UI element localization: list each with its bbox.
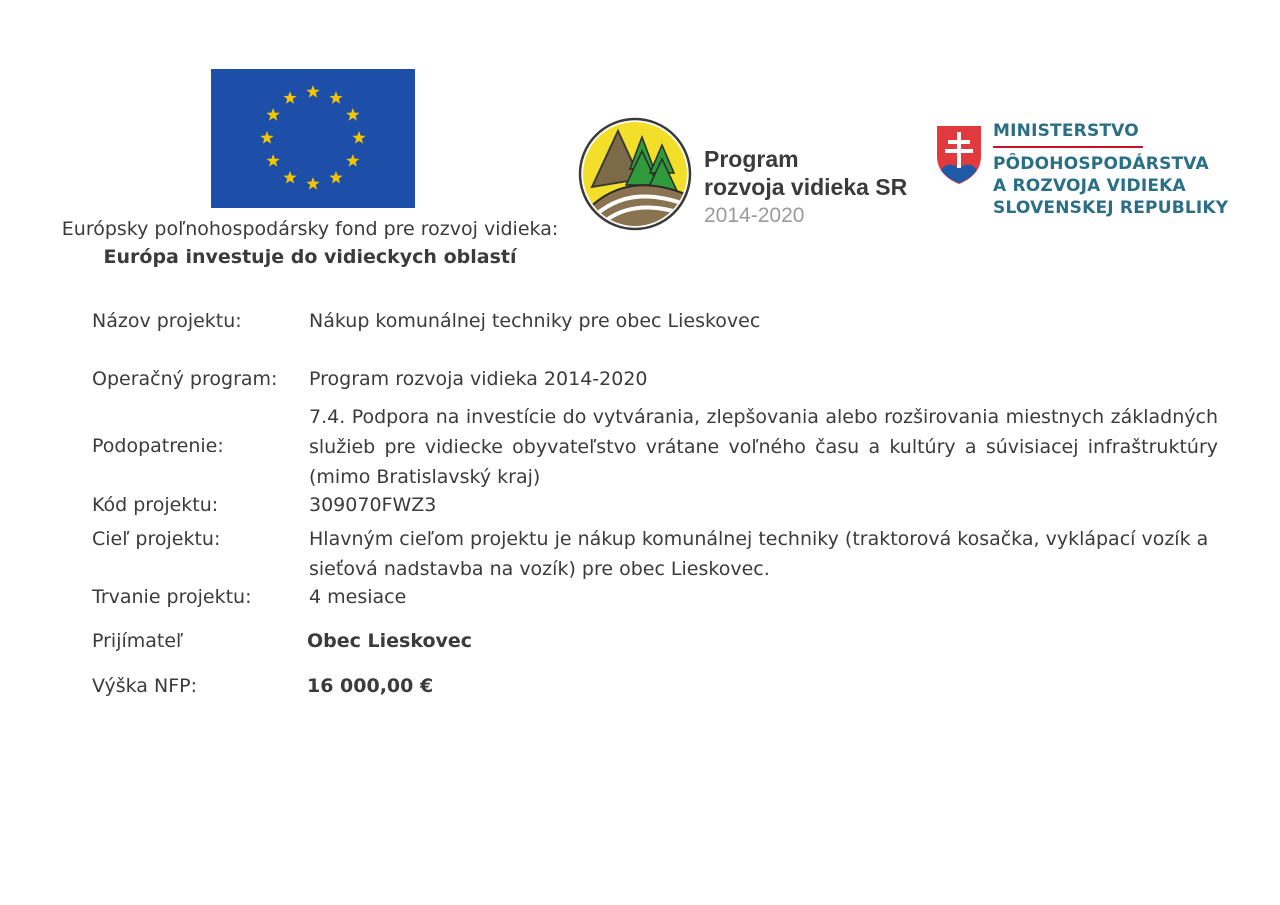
eu-star-icon <box>306 85 319 98</box>
eu-star-icon <box>283 171 296 184</box>
ministry-line2: PÔDOHOSPODÁRSTVA <box>993 154 1209 174</box>
eu-star-icon <box>260 131 273 144</box>
slovak-coat-of-arms-icon <box>935 124 983 186</box>
ministry-line3: A ROZVOJA VIDIEKA <box>993 176 1186 196</box>
prv-title-line1: Program <box>704 146 799 172</box>
ministry-divider <box>993 146 1143 148</box>
eu-flag-logo <box>211 69 415 208</box>
eu-star-icon <box>346 154 359 167</box>
prv-years: 2014-2020 <box>704 204 805 227</box>
project-code-label: Kód projektu: <box>92 494 219 516</box>
eu-slogan-text: Európa investuje do vidieckych oblastí <box>103 246 517 268</box>
project-goal-label: Cieľ projektu: <box>92 528 221 550</box>
eu-star-icon <box>346 108 359 121</box>
eu-star-icon <box>329 91 342 104</box>
project-goal-value: Hlavným cieľom projektu je nákup komunálnej techniky (traktorová kosačka, vyklápací vozík a sieťová nadstavba na vozík) pre obec Lieskovec. <box>309 528 1209 580</box>
operational-program-value: Program rozvoja vidieka 2014-2020 <box>309 368 648 390</box>
prv-emblem-logo <box>578 117 692 231</box>
project-name-label: Názov projektu: <box>92 310 242 332</box>
grant-amount-label: Výška NFP: <box>92 675 197 697</box>
ministry-line1: MINISTERSTVO <box>993 121 1139 141</box>
eu-star-icon <box>267 154 280 167</box>
eu-star-icon <box>267 108 280 121</box>
eu-star-icon <box>306 177 319 190</box>
recipient-value: Obec Lieskovec <box>307 630 473 652</box>
submeasure-value: 7.4. Podpora na investície do vytvárania, zlepšovania alebo rozširovania miestnych základných služieb pre vidiecke obyvateľstvo vrátane voľného času a kultúry a súvisiacej infraštruktúry (mimo Bratislavský kraj) <box>309 406 1218 488</box>
operational-program-label: Operačný program: <box>92 368 278 390</box>
project-duration-value: 4 mesiace <box>309 586 407 608</box>
project-code-value: 309070FWZ3 <box>309 494 437 516</box>
recipient-label: Prijímateľ <box>92 630 184 652</box>
eu-star-icon <box>329 171 342 184</box>
eu-star-icon <box>352 131 365 144</box>
grant-amount-value: 16 000,00 € <box>307 675 434 697</box>
ministry-line4: SLOVENSKEJ REPUBLIKY <box>993 198 1229 218</box>
project-duration-label: Trvanie projektu: <box>92 586 252 608</box>
eu-fund-text: Európsky poľnohospodársky fond pre rozvoj vidieka: <box>61 218 559 240</box>
prv-title-line2: rozvoja vidieka SR <box>704 174 908 200</box>
eu-star-icon <box>283 91 296 104</box>
project-name-value: Nákup komunálnej techniky pre obec Lieskovec <box>309 310 761 332</box>
submeasure-label: Podopatrenie: <box>92 435 224 457</box>
eu-stars-icon <box>211 69 415 208</box>
